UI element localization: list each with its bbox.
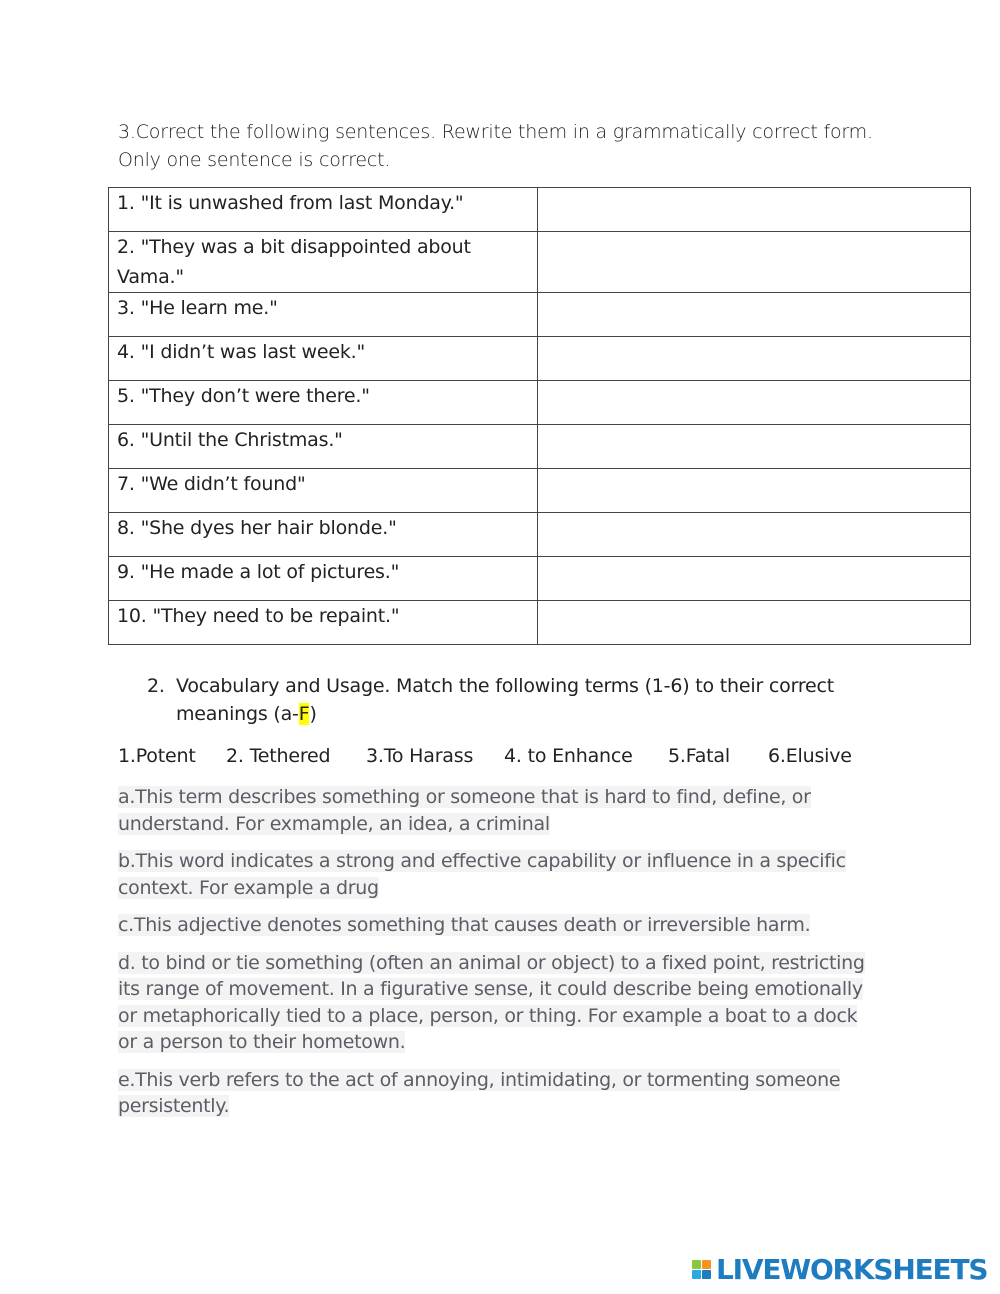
section-instructions: 3.Correct the following sentences. Rewrite them in a grammatically correct form. Only one sentence is correct. (118, 121, 873, 171)
table-row (109, 381, 971, 425)
sentence-cell: 5. "They don’t were there." (109, 381, 538, 425)
answer-box[interactable] (538, 232, 971, 293)
definition-c (118, 912, 878, 939)
sentence-correction-table (108, 187, 971, 645)
term-potent: 1.Potent (118, 745, 196, 767)
definitions-list (118, 784, 878, 1131)
sentence-cell: 10. "They need to be repaint." (109, 601, 538, 645)
answer-box[interactable] (538, 381, 971, 425)
term-elusive: 6.Elusive (768, 745, 852, 767)
answer-box[interactable] (538, 188, 971, 232)
highlighted-letter: F (298, 703, 310, 725)
sentence-cell: 2. "They was a bit disappointed about Vama." (109, 232, 538, 293)
table-row (109, 557, 971, 601)
answer-box[interactable] (538, 425, 971, 469)
definition-e (118, 1067, 878, 1120)
definition-text: c.This adjective denotes something that causes death or irreversible harm. (118, 914, 811, 936)
sentence-cell: 7. "We didn’t found" (109, 469, 538, 513)
answer-box[interactable] (538, 601, 971, 645)
liveworksheets-logo (692, 1254, 992, 1288)
answer-box[interactable] (538, 469, 971, 513)
table-row (109, 425, 971, 469)
table-row (109, 513, 971, 557)
heading-text-end: ) (309, 703, 317, 725)
term-tethered: 2. Tethered (226, 745, 331, 767)
definition-text: b.This word indicates a strong and effective capability or influence in a specific context. For example a drug (118, 850, 846, 899)
heading-number: 2. (147, 675, 165, 697)
liveworksheets-grid-icon (692, 1260, 712, 1280)
table-row (109, 232, 971, 293)
definition-d (118, 950, 878, 1056)
sentence-cell: 9. "He made a lot of pictures." (109, 557, 538, 601)
answer-box[interactable] (538, 557, 971, 601)
table-row (109, 188, 971, 232)
sentence-cell: 8. "She dyes her hair blonde." (109, 513, 538, 557)
definition-b (118, 848, 878, 901)
term-to-enhance: 4. to Enhance (504, 745, 633, 767)
definition-a (118, 784, 878, 837)
heading-text (176, 672, 846, 728)
definition-text: d. to bind or tie something (often an animal or object) to a fixed point, restricting its range of movement. In a figurative sense, it could describe being emotionally or metaphorically tied to a place, person, or thing. For example a boat to a dock or a person to their hometown. (118, 951, 865, 1053)
answer-box[interactable] (538, 293, 971, 337)
answer-box[interactable] (538, 513, 971, 557)
table-row (109, 601, 971, 645)
definition-text: a.This term describes something or someone that is hard to find, define, or understand. For exmample, an idea, a criminal (118, 786, 811, 835)
definition-text: e.This verb refers to the act of annoying, intimidating, or tormenting someone persistently. (118, 1068, 841, 1117)
term-to-harass: 3.To Harass (366, 745, 474, 767)
sentence-cell: 1. "It is unwashed from last Monday." (109, 188, 538, 232)
table-row (109, 293, 971, 337)
heading-text-main: Vocabulary and Usage. Match the following terms (1-6) to their correct meanings (a- (176, 675, 835, 725)
table-row (109, 469, 971, 513)
sentence-cell: 3. "He learn me." (109, 293, 538, 337)
answer-box[interactable] (538, 337, 971, 381)
logo-text: LIVEWORKSHEETS (716, 1253, 988, 1286)
sentence-cell: 6. "Until the Christmas." (109, 425, 538, 469)
sentence-cell: 4. "I didn’t was last week." (109, 337, 538, 381)
term-fatal: 5.Fatal (668, 745, 730, 767)
table-row (109, 337, 971, 381)
